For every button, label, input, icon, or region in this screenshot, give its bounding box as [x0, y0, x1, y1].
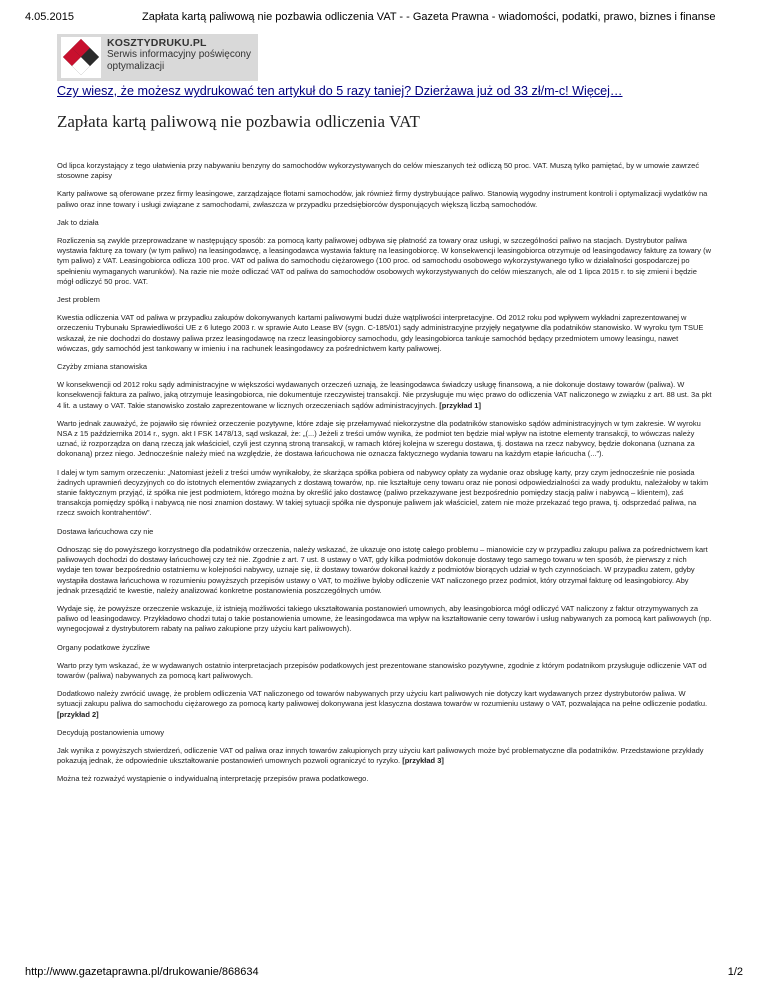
- article-body: [57, 161, 712, 793]
- section-heading: Jak to działa: [57, 217, 99, 227]
- paragraph: Można też rozważyć wystąpienie o indywidualną interpretację przepisów prawa podatkowego.: [57, 774, 369, 784]
- paragraph-text: W konsekwencji od 2012 roku sądy administracyjne w większości wydawanych orzeczeń uznają, że leasingodawca świadczy usługę finansową, a nie dokonuje dostawy towarów (paliwa). W konsekwencji faktura za paliwo, jaką otrzymuje leasingobiorca, nie dokumentuje rzeczywistej transakcji. Nie przysługuje mu więc prawo do odliczenia VAT naliczonego w związku z art. 88 ust. 3a pkt 4 lit. a ustawy o VAT. Takie stanowisko zostało zaprezentowane w licznych orzeczeniach sądów administracyjnych.: [57, 380, 712, 410]
- banner-text: [107, 37, 257, 73]
- paragraph: Rozliczenia są zwykle przeprowadzane w następujący sposób: za pomocą karty paliwowej odbywa się płatność za towary oraz usługi, w szczególności paliwo na stacjach. Dystrybutor paliwa wystawia fakturę za towary (w tym paliwo) na leasingodawcę, a leasingodawca wystawia fakturę na leasingobiorcę. W konsekwencji leasingobiorca otrzymuje od leasingodawcy fakturę za towary (w tym paliwo) z VAT. Leasingobiorca odlicza 100 proc. VAT od paliwa do samochodu ciężarowego (100 proc. od samochodu osobowego wykorzystywanego tylko w działalności gospodarczej po spełnieniu wymaganych warunków). Na razie nie może odliczać VAT od paliwa do samochodów osobowych wykorzystywanych do celów mieszanych, ale od 1 lipca 2015 r. to się zmieni i będzie mógł odliczyć 50 proc. VAT.: [57, 236, 712, 286]
- promo-link[interactable]: Czy wiesz, że możesz wydrukować ten artykuł do 5 razy taniej? Dzierżawa już od 33 zł/m-c! Więcej…: [57, 84, 623, 98]
- paragraph: Odnosząc się do powyższego korzystnego dla podatników orzeczenia, należy wskazać, że ukazuje ono istotę całego problemu – mianowicie czy w przypadku zakupu paliwa za pośrednictwem kart paliwowych dochodzi do dostawy łańcuchowej czy też nie. Zgodnie z art. 7 ust. 8 ustawy o VAT, gdy kilka podmiotów dokonuje dostawy tego samego towaru w ten sposób, że pierwszy z nich wydaje ten towar bezpośrednio ostatniemu w kolejności nabywcy, uznaje się, iż dostawy towarów dokonał każdy z podmiotów biorących udział w tych czynnościach. W przypadku zatem, gdyby wystąpiła dostawa łańcuchowa w rozumieniu powyższych przepisów ustawy o VAT, to możliwe byłoby odliczenie VAT naliczonego przez podmiot, który otrzymał fakturę od leasingobiorcy. Aby jednak przesądzić te kwestie, należy analizować konkretne postanowienia poszczególnych umów.: [57, 544, 708, 595]
- paragraph: [57, 380, 712, 411]
- paragraph: [57, 689, 712, 720]
- paragraph: I dalej w tym samym orzeczeniu: „Natomiast jeżeli z treści umów wynikałoby, że skarżąca spółka pobiera od nabywcy opłaty za wydanie oraz obsługę karty, przy czym jednocześnie nie posiada żadnych uprawnień decyzyjnych co do istotnych elementów związanych z dostawą towarów, np. nie kształtuje ceny towaru oraz nie ponosi odpowiedzialności za wady produktu, należałoby w takim stanie faktycznym przyjąć, iż spółka nie jest podmiotem, którego można by określić jako dostawcę (paliwo przekazywane jest bezpośrednio pomiędzy stacją paliw i nabywcą – klientem), zaś transakcja pomiędzy spółką i nabywcą nie nosi znamion dostawy. W takiej sytuacji spółka nie dysponuje paliwem jak właściciel, zatem nie może przekazać tego prawa, tj. odsprzedać paliwa, na rzecz swoich kontrahentów”.: [57, 467, 709, 518]
- print-page-title: Zapłata kartą paliwową nie pozbawia odliczenia VAT - - Gazeta Prawna - wiadomości, podatki, prawo, biznes i finanse: [142, 11, 716, 23]
- paragraph: Od lipca korzystający z tego ułatwienia przy nabywaniu benzyny do samochodów wykorzystywanych do celów mieszanych też odliczą 50 proc. VAT. Muszą tylko pamiętać, by w umowie zawrzeć stosowne zapisy: [57, 161, 700, 181]
- article-title: Zapłata kartą paliwową nie pozbawia odliczenia VAT: [57, 112, 420, 131]
- paragraph: Wydaje się, że powyższe orzeczenie wskazuje, iż istnieją możliwości takiego ukształtowania postanowień umownych, aby leasingobiorca mógł odliczyć VAT naliczony z faktur otrzymywanych za paliwo od leasingodawcy. Przykładowo chodzi tutaj o takie postanowienia umowne, że leasingodawca ma wpływ na kształtowanie ceny towarów i usług nabywanych za pomocą kart paliwowych (np. wynegocjował z dystrybutorem rabaty na paliwo zakupione przy użyciu kart paliwowych).: [57, 603, 712, 634]
- print-header: [25, 11, 743, 25]
- paragraph: Warto jednak zauważyć, że pojawiło się również orzeczenie pozytywne, które zdaje się przełamywać niekorzystne dla podatników stanowisko sądów administracyjnych w tym zakresie. W wyroku NSA z 15 października 2014 r., sygn. akt I FSK 1478/13, sąd wskazał, że: „(...) Jeżeli z treści umów wynika, że podmiot ten będzie miał wpływ na istotne elementy transakcji, to wówczas należy uznać, iż rozporządza on daną rzeczą jak właściciel, czyli jest czynną stroną transakcji, w ramach której kolejna w szeregu dostawa, tj. dostawa na rzecz nabywcy, będzie dokonana (uznana za dokonaną) przez niego. Jednocześnie należy mieć na względzie, że dostawa łańcuchowa nie oznacza faktycznego wydania towaru na każdym etapie łańcucha (...”).: [57, 418, 701, 459]
- paragraph: [57, 746, 712, 766]
- section-heading: Organy podatkowe życzliwe: [57, 642, 150, 652]
- banner-tagline-line-1: Serwis informacyjny poświęcony: [107, 49, 251, 60]
- paragraph-text: Dodatkowo należy zwrócić uwagę, że problem odliczenia VAT naliczonego od towarów nabywanych przy użyciu kart paliwowych nie dotyczy kart wydawanych przez dystrybutorów paliwa. W sytuacji zakupu paliwa do samochodu ciężarowego za pomocą karty paliwowej dokonywana jest klasyczna dostawa towarów w rozumieniu ustawy o VAT, pozwalająca na pełne odliczenie podatku.: [57, 689, 708, 709]
- page-number: 1/2: [727, 966, 743, 978]
- kosztydruku-logo-icon: [61, 37, 101, 78]
- banner-tagline-line-2: optymalizacji: [107, 61, 165, 72]
- example-reference[interactable]: [przykład 2]: [57, 709, 99, 719]
- print-date: 4.05.2015: [25, 11, 74, 23]
- print-footer: [25, 966, 743, 980]
- section-heading: Decydują postanowienia umowy: [57, 727, 165, 737]
- paragraph-text: Jak wynika z powyższych stwierdzeń, odliczenie VAT od paliwa oraz innych towarów zakupionych przy użyciu kart paliwowych może być problematyczne dla podatników. Przedstawione przykłady pokazują jednak, że odpowiednie ukształtowanie postanowień umownych pozwoli ograniczyć to ryzyko.: [57, 745, 704, 766]
- paragraph: Kwestia odliczenia VAT od paliwa w przypadku zakupów dokonywanych kartami paliwowymi budzi duże wątpliwości interpretacyjne. Od 2012 roku pod wpływem wykładni zaprezentowanej w orzeczeniu Trybunału Sprawiedliwości UE z 6 lutego 2003 r. w sprawie Auto Lease BV (sygn. C-185/01) sądy administracyjne przyjęły negatywne dla podatników stanowisko. W wyroku tym TSUE wskazał, że nie dochodzi do dostawy paliwa przez leasingodawcę na rzecz leasingobiorcy samochodu, gdy leasingobiorca tankuje samochód będący przedmiotem umowy leasingu, nawet wówczas, gdy samochód jest tankowany w imieniu i na rachunek leasingodawcy za pośrednictwem karty paliwowej.: [57, 313, 704, 353]
- print-url: http://www.gazetaprawna.pl/drukowanie/868634: [25, 966, 259, 978]
- section-heading: Jest problem: [57, 295, 100, 305]
- section-heading: Dostawa łańcuchowa czy nie: [57, 526, 154, 536]
- example-reference[interactable]: [przykład 3]: [402, 756, 444, 766]
- example-reference[interactable]: [przykład 1]: [439, 400, 481, 410]
- paragraph: Warto przy tym wskazać, że w wydawanych ostatnio interpretacjach przepisów podatkowych jest prezentowane stanowisko pozytywne, zgodnie z którym podatnikom przysługuje odliczenie VAT od towarów (paliwa) nabywanych za pomocą kart paliwowych.: [57, 660, 707, 680]
- section-heading: Czyżby zmiana stanowiska: [57, 362, 148, 372]
- banner-brand: KOSZTYDRUKU.PL: [107, 37, 207, 49]
- kosztydruku-banner[interactable]: [57, 34, 258, 81]
- paragraph: Karty paliwowe są oferowane przez firmy leasingowe, zarządzające flotami samochodów, jak również firmy dystrybuujące paliwo. Stanowią wygodny instrument kontroli i optymalizacji wydatków na paliwo oraz inne towary i usługi związane z samochodami, zwłaszcza w przypadku przedsiębiorców dysponujących większą liczbą samochodów.: [57, 189, 708, 209]
